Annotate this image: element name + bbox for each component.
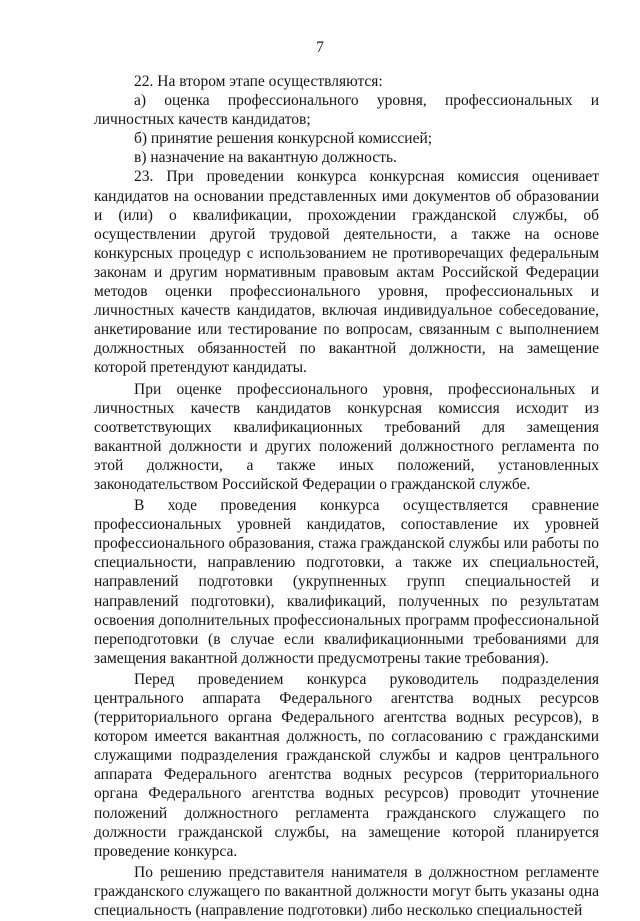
paragraph-22-item-b: б) принятие решения конкурсной комиссией; bbox=[134, 130, 433, 148]
paragraph-23: 23. При проведении конкурса конкурсная комиссия оценивает кандидатов на основании представленных ими документов об образовании и (или) о квалификации, прохождении гражданской службы, об осуществлении другой трудовой деятельности, а также на основе конкурсных процедур с использованием не противоречащих федеральным законам и другим нормативным правовым актам Российской Федерации методов оценки профессионального уровня, профессиональных и личностных качеств кандидатов, включая индивидуальное собеседование, анкетирование или тестирование по вопросам, связанным с выполнением должностных обязанностей по вакантной должности, на замещение которой претендуют кандидаты. bbox=[94, 168, 599, 377]
paragraph-23-specialties: По решению представителя нанимателя в должностном регламенте гражданского служащего по вакантной должности могут быть указаны одна специальность (направление подготовки) либо несколько специальностей bbox=[94, 863, 599, 920]
paragraph-22-item-a: а) оценка профессионального уровня, профессиональных и личностных качеств кандидатов; bbox=[94, 92, 599, 129]
paragraph-22-heading: 22. На втором этапе осуществляются: bbox=[134, 73, 383, 90]
paragraph-22-item-c: в) назначение на вакантную должность. bbox=[134, 149, 397, 167]
paragraph-23-evaluation: При оценке профессионального уровня, профессиональных и личностных качеств кандидатов конкурсная комиссия исходит из соответствующих квалификационных требований для замещения вакантной должности и других положений должностного регламента по этой должности, а также иных положений, установленных законодательством Российской Федерации о гражданской службе. bbox=[94, 380, 599, 493]
page-number: 7 bbox=[316, 39, 324, 56]
paragraph-23-comparison: В ходе проведения конкурса осуществляется сравнение профессиональных уровней кандидатов, сопоставление их уровней профессионального образования, стажа гражданской службы или работы по специальности, направлению подготовки, а также их специальностей, направлений подготовки (укрупненных групп специальностей и направлений подготовки), квалификаций, полученных по результатам освоения дополнительных профессиональных программ профессиональной переподготовки (в случае если квалификационными требованиями для замещения вакантной должности предусмотрены такие требования). bbox=[94, 497, 599, 667]
document-body bbox=[94, 72, 599, 920]
paragraph-23-regulation-update: Перед проведением конкурса руководитель подразделения центрального аппарата Федерального агентства водных ресурсов (территориального органа Федерального агентства водных ресурсов), в котором имеется вакантная должность, по согласованию с гражданскими служащими подразделения гражданской службы и кадров центрального аппарата Федерального агентства водных ресурсов (территориального органа Федерального агентства водных ресурсов) проводит уточнение положений должностного регламента гражданского служащего по должности гражданской службы, на замещение которой планируется проведение конкурса. bbox=[94, 670, 599, 860]
